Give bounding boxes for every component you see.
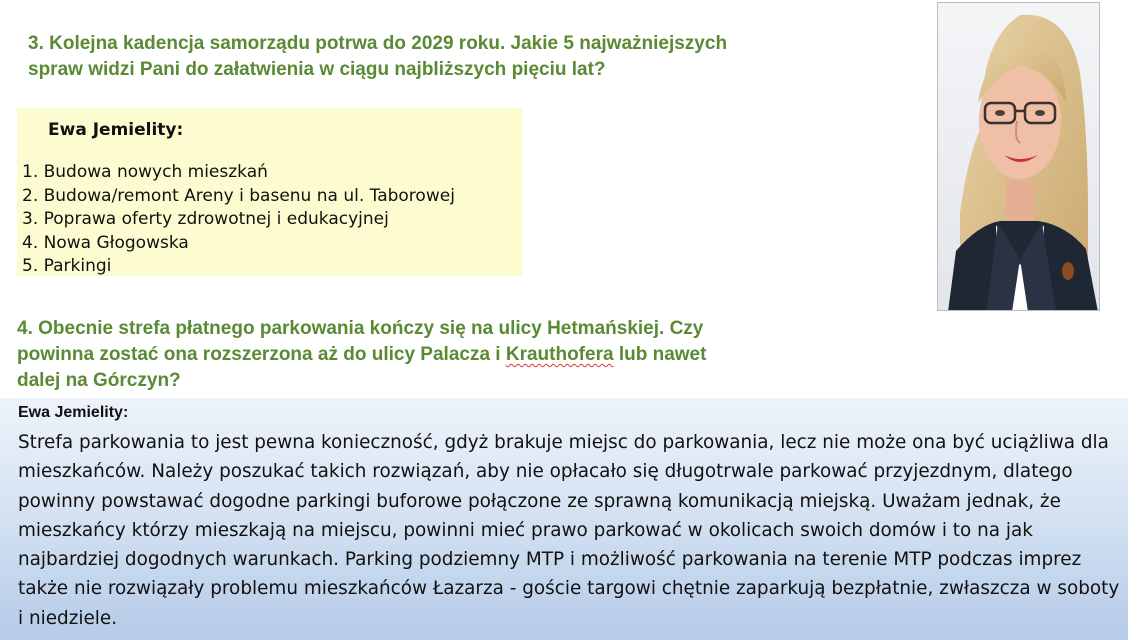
list-item: 3. Poprawa oferty zdrowotnej i edukacyjnej — [22, 209, 389, 229]
answer-3-list — [22, 161, 455, 279]
list-item: 5. Parkingi — [22, 256, 112, 276]
portrait-photo — [937, 2, 1100, 311]
answer-4-box — [0, 398, 1128, 640]
answer-3-box — [17, 108, 522, 276]
list-item: 1. Budowa nowych mieszkań — [22, 162, 268, 182]
spellcheck-flagged-word: Krauthofera — [505, 344, 614, 365]
answer-4-author: Ewa Jemielity: — [18, 404, 129, 421]
portrait-illustration — [938, 3, 1100, 311]
question-3-line-2: spraw widzi Pani do załatwienia w ciągu najbliższych pięciu lat? — [28, 59, 606, 80]
answer-4-text: Strefa parkowania to jest pewna konieczność, gdyż brakuje miejsc do parkowania, lecz nie może ona być uciążliwa dla mieszkańców. Należy poszukać takich rozwiązań, aby nie opłacało się długotrwale parkować przyjezdnym, dlatego powinny powstawać dogodne parkingi buforowe połączone ze sprawną komunikacją miejską. Uważam jednak, że mieszkańcy którzy mieszkają na miejscu, powinni mieć prawo parkować w okolicach swoich domów i to na jak najbardziej dogodnych warunkach. Parking podziemny MTP i możliwość parkowania na terenie MTP podczas imprez także nie rozwiązały problemu mieszkańców Łazarza - goście targowi chętnie zaparkują bezpłatnie, zwłaszcza w soboty i niedziele. — [18, 432, 1120, 629]
answer-3-author: Ewa Jemielity: — [48, 120, 184, 140]
question-3 — [28, 31, 828, 83]
question-4-line-2-start: powinna zostać ona rozszerzona aż do ulicy Palacza i — [17, 344, 506, 365]
list-item: 4. Nowa Głogowska — [22, 232, 189, 253]
list-item: 2. Budowa/remont Areny i basenu na ul. Taborowej — [22, 185, 455, 206]
question-3-line-1: 3. Kolejna kadencja samorządu potrwa do 2029 roku. Jakie 5 najważniejszych — [28, 33, 728, 54]
question-4-line-1: 4. Obecnie strefa płatnego parkowania kończy się na ulicy Hetmańskiej. Czy — [17, 318, 704, 339]
question-4 — [17, 316, 817, 394]
question-4-line-3: dalej na Górczyn? — [17, 370, 181, 391]
question-4-line-2-end: lub nawet — [613, 344, 707, 365]
